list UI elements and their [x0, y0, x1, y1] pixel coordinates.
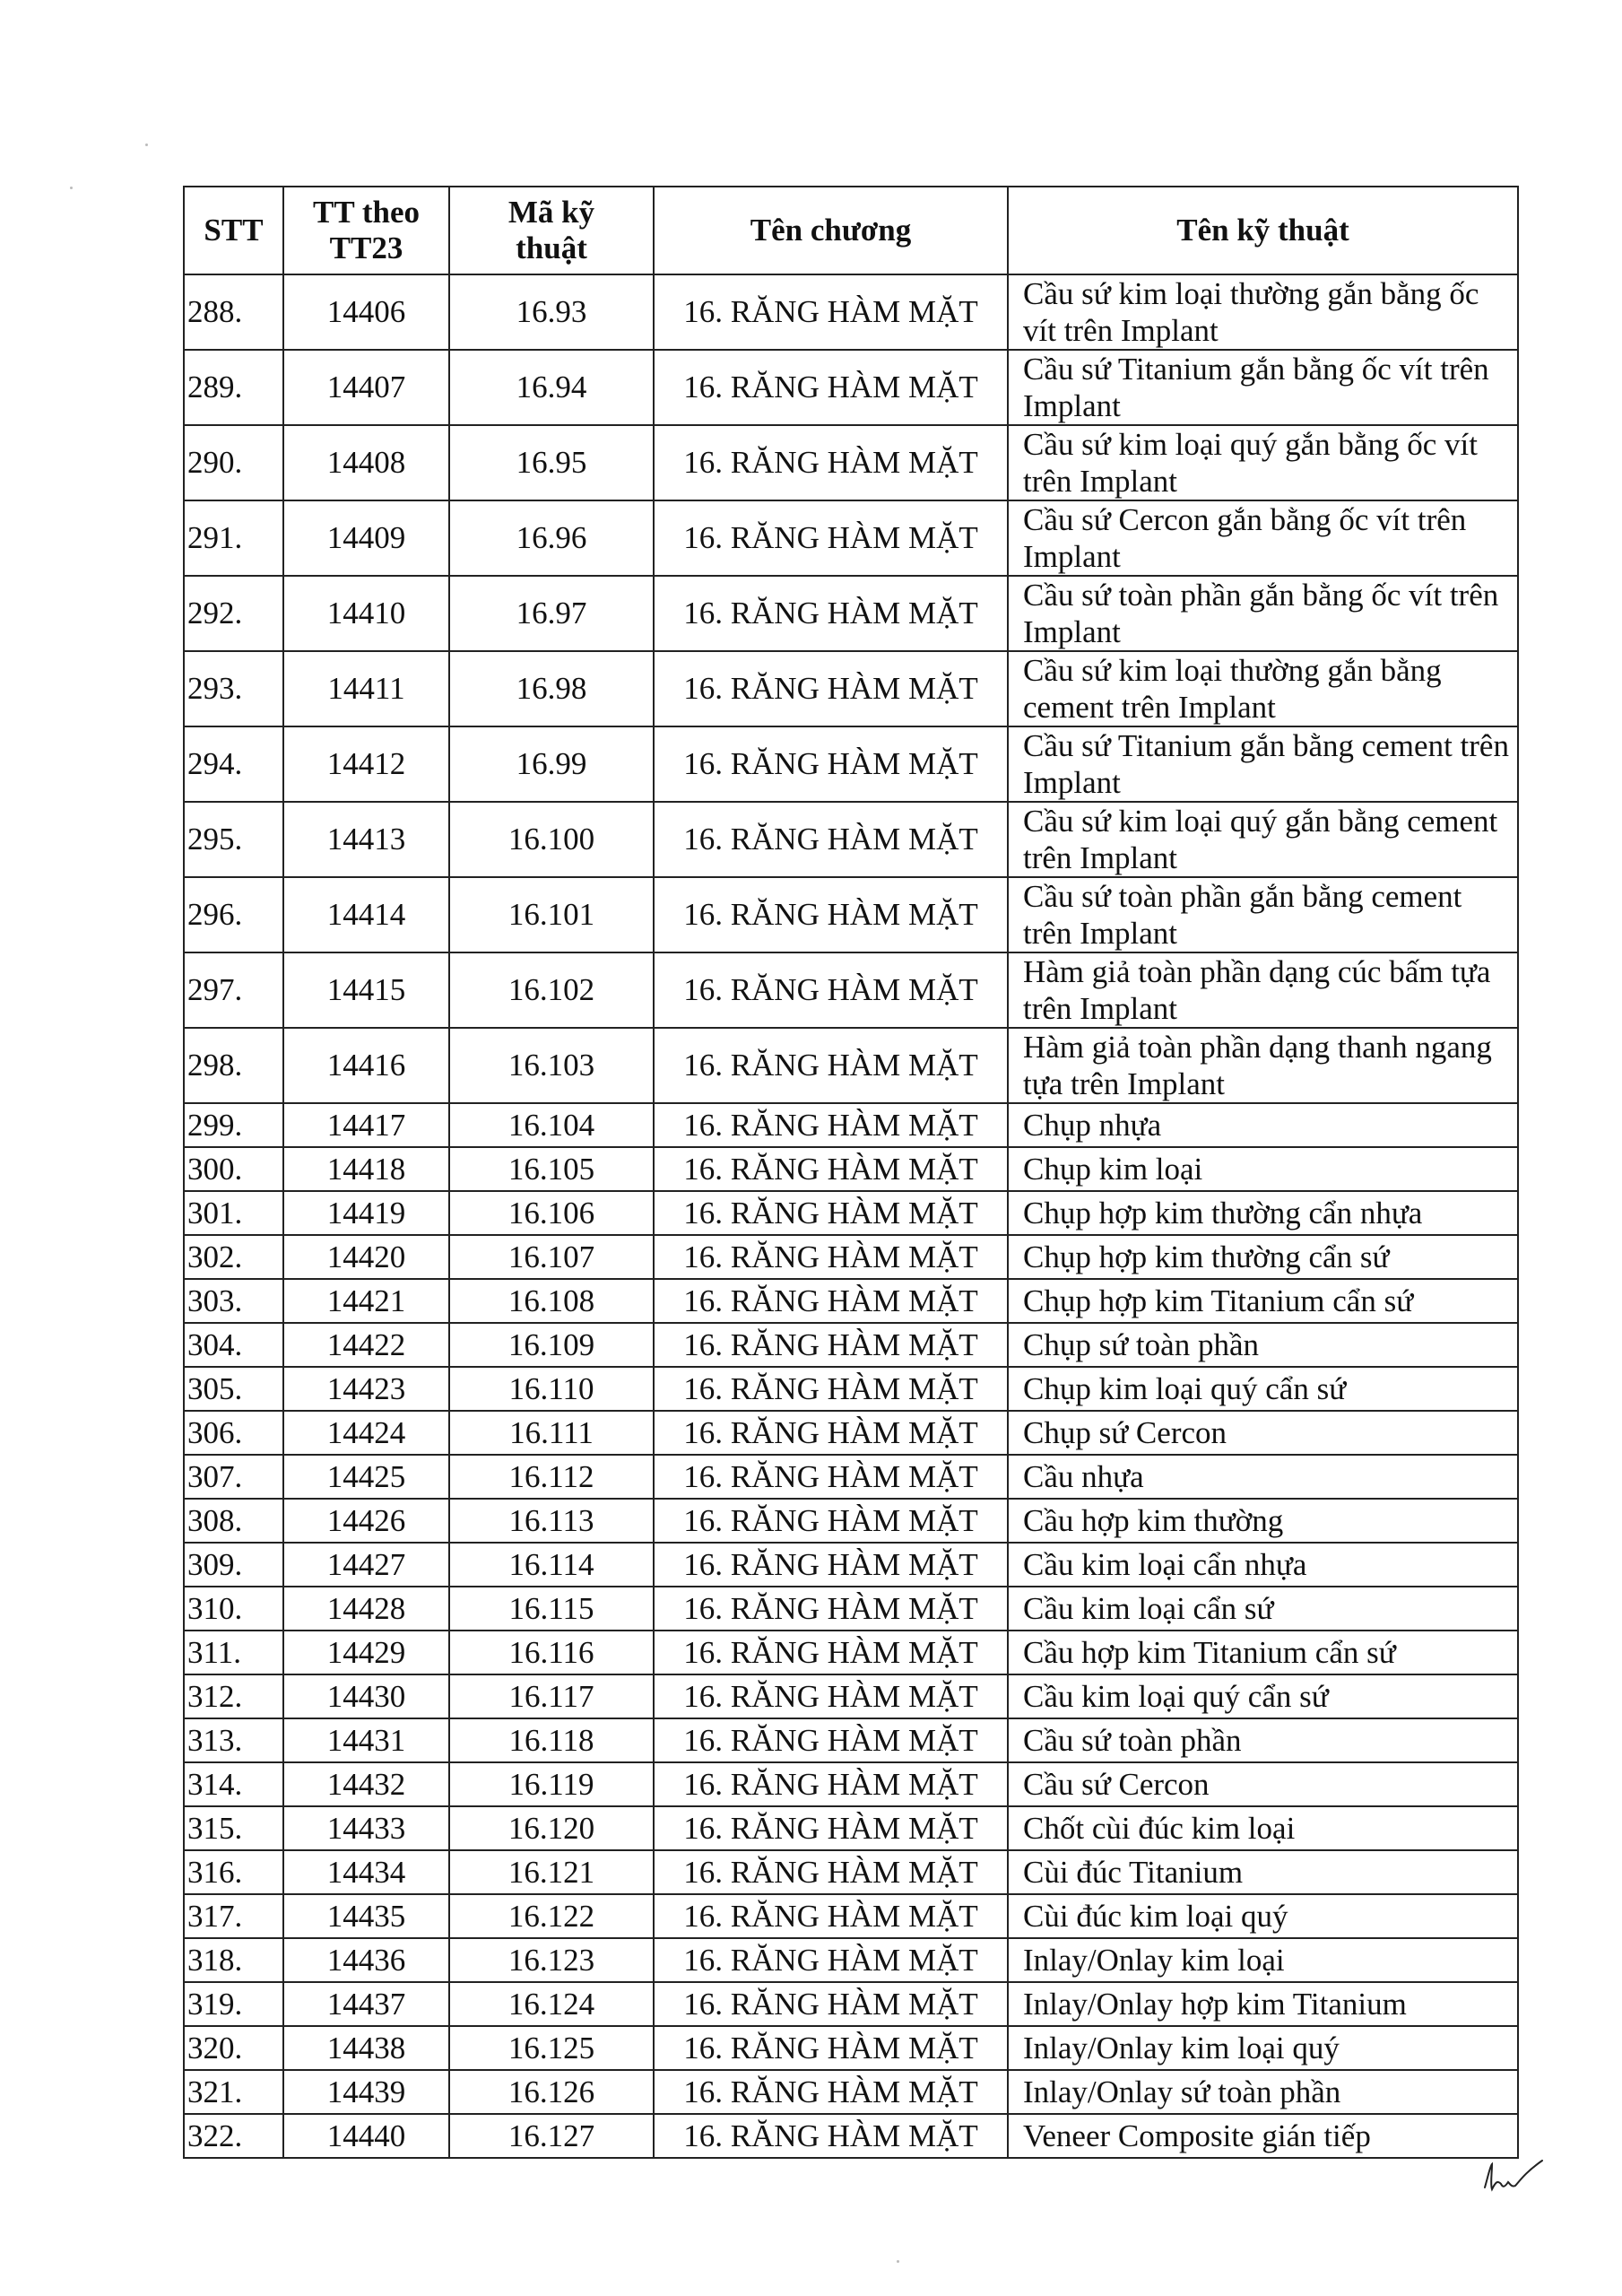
row-tt23: 14430: [283, 1674, 449, 1718]
row-stt: 315.: [184, 1806, 283, 1850]
row-tt23: 14410: [283, 576, 449, 651]
table-row: [184, 1543, 1518, 1587]
row-stt: 288.: [184, 274, 283, 350]
row-ten-ky-thuat: Cầu kim loại cẩn nhựa: [1008, 1543, 1518, 1587]
row-stt: 298.: [184, 1028, 283, 1103]
row-ma-ky-thuat: 16.94: [449, 350, 654, 425]
table-row: [184, 1762, 1518, 1806]
row-tt23: 14406: [283, 274, 449, 350]
row-tt23: 14433: [283, 1806, 449, 1850]
row-ten-ky-thuat: Inlay/Onlay sứ toàn phần: [1008, 2070, 1518, 2114]
table-row: [184, 1191, 1518, 1235]
row-ma-ky-thuat: 16.120: [449, 1806, 654, 1850]
scan-speck: [70, 187, 73, 189]
row-tt23: 14412: [283, 726, 449, 802]
row-ten-ky-thuat: Cầu hợp kim thường: [1008, 1499, 1518, 1543]
row-stt: 290.: [184, 425, 283, 500]
row-ten-ky-thuat: Chụp hợp kim thường cẩn sứ: [1008, 1235, 1518, 1279]
row-tt23: 14413: [283, 802, 449, 877]
row-tt23: 14439: [283, 2070, 449, 2114]
table-row: [184, 1279, 1518, 1323]
row-stt: 320.: [184, 2026, 283, 2070]
row-stt: 311.: [184, 1631, 283, 1674]
row-ten-ky-thuat: Hàm giả toàn phần dạng thanh ngang tựa trên Implant: [1008, 1028, 1518, 1103]
row-stt: 289.: [184, 350, 283, 425]
row-ma-ky-thuat: 16.123: [449, 1938, 654, 1982]
table-row: [184, 1587, 1518, 1631]
row-tt23: 14416: [283, 1028, 449, 1103]
row-stt: 304.: [184, 1323, 283, 1367]
row-ten-ky-thuat: Cầu sứ kim loại thường gắn bằng ốc vít trên Implant: [1008, 274, 1518, 350]
row-stt: 314.: [184, 1762, 283, 1806]
header-ten-ky-thuat: Tên kỹ thuật: [1008, 187, 1518, 274]
header-stt: STT: [184, 187, 283, 274]
row-stt: 294.: [184, 726, 283, 802]
row-ten-ky-thuat: Chụp hợp kim Titanium cẩn sứ: [1008, 1279, 1518, 1323]
row-stt: 305.: [184, 1367, 283, 1411]
row-ma-ky-thuat: 16.112: [449, 1455, 654, 1499]
table-row: [184, 1499, 1518, 1543]
table-row: [184, 1982, 1518, 2026]
row-tt23: 14420: [283, 1235, 449, 1279]
row-ma-ky-thuat: 16.110: [449, 1367, 654, 1411]
row-ma-ky-thuat: 16.104: [449, 1103, 654, 1147]
row-ten-ky-thuat: Cầu sứ toàn phần gắn bằng ốc vít trên Implant: [1008, 576, 1518, 651]
row-ten-chuong: 16. RĂNG HÀM MẶT: [654, 1938, 1008, 1982]
row-ma-ky-thuat: 16.98: [449, 651, 654, 726]
row-stt: 316.: [184, 1850, 283, 1894]
row-tt23: 14434: [283, 1850, 449, 1894]
row-tt23: 14427: [283, 1543, 449, 1587]
scan-speck: [145, 144, 148, 146]
row-ten-ky-thuat: Cầu kim loại cẩn sứ: [1008, 1587, 1518, 1631]
row-tt23: 14411: [283, 651, 449, 726]
row-ten-chuong: 16. RĂNG HÀM MẶT: [654, 500, 1008, 576]
row-tt23: 14414: [283, 877, 449, 952]
row-ten-ky-thuat: Cầu sứ Titanium gắn bằng cement trên Implant: [1008, 726, 1518, 802]
table-row: [184, 1103, 1518, 1147]
table-row: [184, 726, 1518, 802]
row-stt: 299.: [184, 1103, 283, 1147]
row-ma-ky-thuat: 16.114: [449, 1543, 654, 1587]
row-ten-ky-thuat: Chụp sứ Cercon: [1008, 1411, 1518, 1455]
row-stt: 313.: [184, 1718, 283, 1762]
table-header-row: [184, 187, 1518, 274]
row-ten-ky-thuat: Cầu sứ toàn phần gắn bằng cement trên Implant: [1008, 877, 1518, 952]
row-ten-chuong: 16. RĂNG HÀM MẶT: [654, 2070, 1008, 2114]
row-tt23: 14421: [283, 1279, 449, 1323]
row-ma-ky-thuat: 16.113: [449, 1499, 654, 1543]
row-ma-ky-thuat: 16.108: [449, 1279, 654, 1323]
row-ten-ky-thuat: Inlay/Onlay hợp kim Titanium: [1008, 1982, 1518, 2026]
row-ten-chuong: 16. RĂNG HÀM MẶT: [654, 350, 1008, 425]
row-ma-ky-thuat: 16.100: [449, 802, 654, 877]
row-ten-ky-thuat: Cầu sứ Cercon: [1008, 1762, 1518, 1806]
header-ma-ky-thuat: Mã kỹ thuật: [449, 187, 654, 274]
row-ma-ky-thuat: 16.102: [449, 952, 654, 1028]
row-tt23: 14437: [283, 1982, 449, 2026]
table-row: [184, 500, 1518, 576]
row-tt23: 14422: [283, 1323, 449, 1367]
row-ten-chuong: 16. RĂNG HÀM MẶT: [654, 1028, 1008, 1103]
row-ten-ky-thuat: Cầu hợp kim Titanium cẩn sứ: [1008, 1631, 1518, 1674]
row-ten-ky-thuat: Cầu kim loại quý cẩn sứ: [1008, 1674, 1518, 1718]
row-ten-chuong: 16. RĂNG HÀM MẶT: [654, 1455, 1008, 1499]
row-ten-ky-thuat: Cùi đúc Titanium: [1008, 1850, 1518, 1894]
row-ten-chuong: 16. RĂNG HÀM MẶT: [654, 1587, 1008, 1631]
row-ten-chuong: 16. RĂNG HÀM MẶT: [654, 1323, 1008, 1367]
row-ten-chuong: 16. RĂNG HÀM MẶT: [654, 1411, 1008, 1455]
row-stt: 297.: [184, 952, 283, 1028]
row-stt: 321.: [184, 2070, 283, 2114]
table-row: [184, 350, 1518, 425]
table-row: [184, 1411, 1518, 1455]
table-row: [184, 1894, 1518, 1938]
row-ten-chuong: 16. RĂNG HÀM MẶT: [654, 2026, 1008, 2070]
row-stt: 303.: [184, 1279, 283, 1323]
handwritten-initials-icon: [1481, 2157, 1546, 2195]
table-row: [184, 1718, 1518, 1762]
table-row: [184, 877, 1518, 952]
row-tt23: 14431: [283, 1718, 449, 1762]
row-ma-ky-thuat: 16.111: [449, 1411, 654, 1455]
row-ten-ky-thuat: Veneer Composite gián tiếp: [1008, 2114, 1518, 2158]
row-tt23: 14425: [283, 1455, 449, 1499]
row-stt: 308.: [184, 1499, 283, 1543]
row-ten-ky-thuat: Cầu sứ kim loại thường gắn bằng cement trên Implant: [1008, 651, 1518, 726]
row-ten-ky-thuat: Cùi đúc kim loại quý: [1008, 1894, 1518, 1938]
row-ma-ky-thuat: 16.118: [449, 1718, 654, 1762]
row-ten-chuong: 16. RĂNG HÀM MẶT: [654, 2114, 1008, 2158]
row-ten-chuong: 16. RĂNG HÀM MẶT: [654, 1147, 1008, 1191]
row-stt: 302.: [184, 1235, 283, 1279]
row-ten-ky-thuat: Chụp kim loại quý cẩn sứ: [1008, 1367, 1518, 1411]
technique-table: [183, 186, 1519, 2159]
row-stt: 317.: [184, 1894, 283, 1938]
row-ten-ky-thuat: Cầu sứ Titanium gắn bằng ốc vít trên Implant: [1008, 350, 1518, 425]
row-ten-chuong: 16. RĂNG HÀM MẶT: [654, 1103, 1008, 1147]
row-ten-ky-thuat: Chụp kim loại: [1008, 1147, 1518, 1191]
row-ma-ky-thuat: 16.124: [449, 1982, 654, 2026]
row-stt: 306.: [184, 1411, 283, 1455]
row-tt23: 14408: [283, 425, 449, 500]
row-ten-chuong: 16. RĂNG HÀM MẶT: [654, 1982, 1008, 2026]
row-ten-chuong: 16. RĂNG HÀM MẶT: [654, 877, 1008, 952]
row-ten-ky-thuat: Cầu nhựa: [1008, 1455, 1518, 1499]
row-ma-ky-thuat: 16.121: [449, 1850, 654, 1894]
row-ma-ky-thuat: 16.116: [449, 1631, 654, 1674]
table-row: [184, 2026, 1518, 2070]
row-tt23: 14436: [283, 1938, 449, 1982]
row-stt: 295.: [184, 802, 283, 877]
row-ten-chuong: 16. RĂNG HÀM MẶT: [654, 274, 1008, 350]
row-ten-ky-thuat: Chụp nhựa: [1008, 1103, 1518, 1147]
row-ten-ky-thuat: Cầu sứ Cercon gắn bằng ốc vít trên Implant: [1008, 500, 1518, 576]
row-ten-chuong: 16. RĂNG HÀM MẶT: [654, 1543, 1008, 1587]
row-stt: 312.: [184, 1674, 283, 1718]
table-row: [184, 274, 1518, 350]
row-tt23: 14426: [283, 1499, 449, 1543]
row-ten-chuong: 16. RĂNG HÀM MẶT: [654, 1674, 1008, 1718]
table-row: [184, 1455, 1518, 1499]
row-tt23: 14435: [283, 1894, 449, 1938]
row-ten-ky-thuat: Inlay/Onlay kim loại quý: [1008, 2026, 1518, 2070]
row-ten-chuong: 16. RĂNG HÀM MẶT: [654, 1235, 1008, 1279]
header-tt-theo-tt23: TT theo TT23: [283, 187, 449, 274]
row-tt23: 14428: [283, 1587, 449, 1631]
row-ma-ky-thuat: 16.96: [449, 500, 654, 576]
row-stt: 307.: [184, 1455, 283, 1499]
table-row: [184, 1235, 1518, 1279]
table-row: [184, 1850, 1518, 1894]
row-ma-ky-thuat: 16.125: [449, 2026, 654, 2070]
row-tt23: 14432: [283, 1762, 449, 1806]
row-ten-ky-thuat: Chụp sứ toàn phần: [1008, 1323, 1518, 1367]
row-ten-chuong: 16. RĂNG HÀM MẶT: [654, 651, 1008, 726]
row-ten-ky-thuat: Cầu sứ kim loại quý gắn bằng ốc vít trên Implant: [1008, 425, 1518, 500]
row-ten-chuong: 16. RĂNG HÀM MẶT: [654, 1631, 1008, 1674]
row-tt23: 14418: [283, 1147, 449, 1191]
table-row: [184, 1147, 1518, 1191]
row-ma-ky-thuat: 16.93: [449, 274, 654, 350]
table-row: [184, 1367, 1518, 1411]
table-row: [184, 1631, 1518, 1674]
table-row: [184, 2070, 1518, 2114]
row-ma-ky-thuat: 16.103: [449, 1028, 654, 1103]
table-row: [184, 2114, 1518, 2158]
row-stt: 301.: [184, 1191, 283, 1235]
table-row: [184, 802, 1518, 877]
row-ten-ky-thuat: Cầu sứ toàn phần: [1008, 1718, 1518, 1762]
row-ma-ky-thuat: 16.95: [449, 425, 654, 500]
row-ma-ky-thuat: 16.97: [449, 576, 654, 651]
table-row: [184, 1323, 1518, 1367]
row-tt23: 14438: [283, 2026, 449, 2070]
row-tt23: 14419: [283, 1191, 449, 1235]
row-ma-ky-thuat: 16.106: [449, 1191, 654, 1235]
row-ten-chuong: 16. RĂNG HÀM MẶT: [654, 1499, 1008, 1543]
row-tt23: 14423: [283, 1367, 449, 1411]
row-tt23: 14417: [283, 1103, 449, 1147]
table-row: [184, 1806, 1518, 1850]
table-row: [184, 1028, 1518, 1103]
row-tt23: 14424: [283, 1411, 449, 1455]
row-ten-ky-thuat: Hàm giả toàn phần dạng cúc bấm tựa trên Implant: [1008, 952, 1518, 1028]
row-ten-chuong: 16. RĂNG HÀM MẶT: [654, 1718, 1008, 1762]
row-ten-ky-thuat: Inlay/Onlay kim loại: [1008, 1938, 1518, 1982]
table-row: [184, 1674, 1518, 1718]
table-row: [184, 425, 1518, 500]
row-ma-ky-thuat: 16.109: [449, 1323, 654, 1367]
row-ten-chuong: 16. RĂNG HÀM MẶT: [654, 802, 1008, 877]
row-ma-ky-thuat: 16.117: [449, 1674, 654, 1718]
row-ma-ky-thuat: 16.122: [449, 1894, 654, 1938]
row-stt: 319.: [184, 1982, 283, 2026]
row-stt: 296.: [184, 877, 283, 952]
header-ten-chuong: Tên chương: [654, 187, 1008, 274]
row-ten-chuong: 16. RĂNG HÀM MẶT: [654, 1367, 1008, 1411]
row-stt: 309.: [184, 1543, 283, 1587]
row-tt23: 14415: [283, 952, 449, 1028]
row-ma-ky-thuat: 16.119: [449, 1762, 654, 1806]
row-tt23: 14409: [283, 500, 449, 576]
row-ma-ky-thuat: 16.126: [449, 2070, 654, 2114]
row-ten-ky-thuat: Chụp hợp kim thường cẩn nhựa: [1008, 1191, 1518, 1235]
row-ten-chuong: 16. RĂNG HÀM MẶT: [654, 1806, 1008, 1850]
row-stt: 300.: [184, 1147, 283, 1191]
row-ten-ky-thuat: Chốt cùi đúc kim loại: [1008, 1806, 1518, 1850]
table-row: [184, 576, 1518, 651]
row-ma-ky-thuat: 16.105: [449, 1147, 654, 1191]
row-ten-chuong: 16. RĂNG HÀM MẶT: [654, 952, 1008, 1028]
row-ten-chuong: 16. RĂNG HÀM MẶT: [654, 1894, 1008, 1938]
row-ma-ky-thuat: 16.107: [449, 1235, 654, 1279]
row-ma-ky-thuat: 16.115: [449, 1587, 654, 1631]
table-row: [184, 952, 1518, 1028]
row-ten-chuong: 16. RĂNG HÀM MẶT: [654, 1279, 1008, 1323]
table-row: [184, 1938, 1518, 1982]
row-stt: 291.: [184, 500, 283, 576]
row-ten-ky-thuat: Cầu sứ kim loại quý gắn bằng cement trên Implant: [1008, 802, 1518, 877]
scan-speck: [897, 2260, 899, 2263]
row-stt: 310.: [184, 1587, 283, 1631]
row-stt: 293.: [184, 651, 283, 726]
row-ten-chuong: 16. RĂNG HÀM MẶT: [654, 1762, 1008, 1806]
row-stt: 292.: [184, 576, 283, 651]
row-ten-chuong: 16. RĂNG HÀM MẶT: [654, 425, 1008, 500]
table-body: [184, 274, 1518, 2158]
row-ma-ky-thuat: 16.101: [449, 877, 654, 952]
table-row: [184, 651, 1518, 726]
row-tt23: 14407: [283, 350, 449, 425]
row-ten-chuong: 16. RĂNG HÀM MẶT: [654, 1191, 1008, 1235]
row-tt23: 14440: [283, 2114, 449, 2158]
row-tt23: 14429: [283, 1631, 449, 1674]
row-stt: 322.: [184, 2114, 283, 2158]
row-ma-ky-thuat: 16.127: [449, 2114, 654, 2158]
row-ma-ky-thuat: 16.99: [449, 726, 654, 802]
row-ten-chuong: 16. RĂNG HÀM MẶT: [654, 726, 1008, 802]
row-ten-chuong: 16. RĂNG HÀM MẶT: [654, 1850, 1008, 1894]
row-ten-chuong: 16. RĂNG HÀM MẶT: [654, 576, 1008, 651]
row-stt: 318.: [184, 1938, 283, 1982]
